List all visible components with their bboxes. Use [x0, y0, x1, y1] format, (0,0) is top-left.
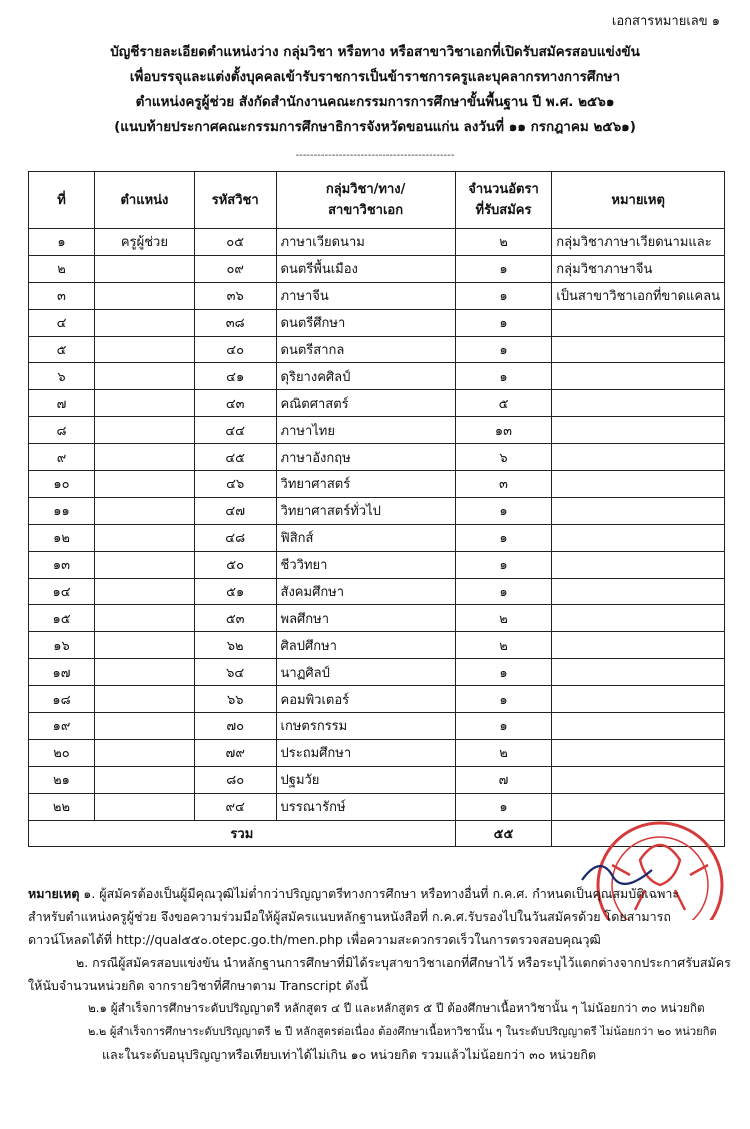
cell-subject: พลศึกษา	[276, 605, 455, 632]
cell-count: ๑	[455, 713, 552, 740]
table-row	[29, 551, 725, 578]
note-1-line-3: ดาวน์โหลดได้ที่ http://qual๕๕๐.otepc.go.th/men.php เพื่อความสะดวกรวดเร็วในการตรวจสอบคุณวุฒิ	[28, 932, 601, 947]
cell-remark	[552, 444, 725, 471]
cell-position	[95, 766, 195, 793]
separator-line: --------------------------------------------	[295, 150, 455, 161]
cell-no: ๒	[29, 255, 95, 282]
col-header-count	[455, 172, 552, 229]
cell-no: ๘	[29, 417, 95, 444]
cell-subject: ภาษาเวียดนาม	[276, 229, 455, 256]
cell-code: ๕๐	[194, 551, 276, 578]
table-row	[29, 578, 725, 605]
cell-code: ๔๔	[194, 417, 276, 444]
cell-count: ๑	[455, 524, 552, 551]
cell-remark: เป็นสาขาวิชาเอกที่ขาดแคลน	[552, 282, 725, 309]
cell-count: ๑	[455, 578, 552, 605]
cell-position	[95, 793, 195, 820]
cell-position	[95, 632, 195, 659]
table-row	[29, 282, 725, 309]
cell-position	[95, 444, 195, 471]
cell-no: ๑	[29, 229, 95, 256]
cell-position	[95, 551, 195, 578]
cell-code: ๗๐	[194, 713, 276, 740]
cell-count: ๑	[455, 363, 552, 390]
cell-code: ๔๘	[194, 524, 276, 551]
cell-code: ๓๘	[194, 309, 276, 336]
cell-code: ๔๗	[194, 497, 276, 524]
note-1-text-a: ๑. ผู้สมัครต้องเป็นผู้มีคุณวุฒิไม่ต่ำกว่าปริญญาตรีทางการศึกษา หรือทางอื่นที่ ก.ค.ศ. กำหนดเป็นคุณสมบัติเฉพาะ	[79, 886, 680, 901]
cell-remark	[552, 471, 725, 498]
cell-remark: กลุ่มวิชาภาษาเวียดนามและ	[552, 229, 725, 256]
cell-remark	[552, 766, 725, 793]
cell-count: ๑	[455, 282, 552, 309]
col-header-count-line1: จำนวนอัตรา	[468, 182, 539, 197]
cell-code: ๖๔	[194, 659, 276, 686]
cell-subject: ชีววิทยา	[276, 551, 455, 578]
cell-code: ๓๖	[194, 282, 276, 309]
cell-position	[95, 417, 195, 444]
cell-code: ๔๕	[194, 444, 276, 471]
cell-no: ๑๒	[29, 524, 95, 551]
col-header-remark: หมายเหตุ	[552, 172, 725, 229]
cell-count: ๓	[455, 471, 552, 498]
cell-count: ๒	[455, 229, 552, 256]
cell-count: ๒	[455, 739, 552, 766]
cell-position	[95, 336, 195, 363]
cell-code: ๔๖	[194, 471, 276, 498]
cell-subject: ดนตรีสากล	[276, 336, 455, 363]
table-row	[29, 524, 725, 551]
document-number: เอกสารหมายเลข ๑	[611, 14, 720, 29]
table-row	[29, 229, 725, 256]
table-row	[29, 739, 725, 766]
col-header-subject	[276, 172, 455, 229]
cell-subject: สังคมศึกษา	[276, 578, 455, 605]
note-2-line-1: ๒. กรณีผู้สมัครสอบแข่งขัน นำหลักฐานการศึกษาที่มิได้ระบุสาขาวิชาเอกที่ศึกษาไว้ หรือระบุไว้แตกต่างจากประกาศรับสมัคร	[76, 955, 731, 970]
cell-position	[95, 739, 195, 766]
cell-position	[95, 605, 195, 632]
notes-section	[28, 882, 733, 1066]
cell-code: ๕๓	[194, 605, 276, 632]
table-row	[29, 363, 725, 390]
header-line-2: เพื่อบรรจุและแต่งตั้งบุคคลเข้ารับราชการเป็นข้าราชการครูและบุคลากรทางการศึกษา	[129, 69, 621, 85]
table-row	[29, 255, 725, 282]
col-header-no: ที่	[29, 172, 95, 229]
cell-no: ๔	[29, 309, 95, 336]
total-remark-cell	[552, 820, 725, 847]
table-row	[29, 766, 725, 793]
cell-count: ๑	[455, 551, 552, 578]
cell-subject: คณิตศาสตร์	[276, 390, 455, 417]
table-row	[29, 793, 725, 820]
cell-position	[95, 390, 195, 417]
cell-code: ๙๔	[194, 793, 276, 820]
cell-code: ๐๙	[194, 255, 276, 282]
col-header-position: ตำแหน่ง	[95, 172, 195, 229]
cell-no: ๑๑	[29, 497, 95, 524]
cell-count: ๗	[455, 766, 552, 793]
table-row	[29, 417, 725, 444]
cell-count: ๑	[455, 793, 552, 820]
cell-subject: ดุริยางคศิลป์	[276, 363, 455, 390]
cell-no: ๒๑	[29, 766, 95, 793]
cell-subject: ดนตรีศึกษา	[276, 309, 455, 336]
cell-no: ๑๐	[29, 471, 95, 498]
table-row	[29, 309, 725, 336]
cell-count: ๑	[455, 497, 552, 524]
cell-remark	[552, 417, 725, 444]
cell-no: ๑๙	[29, 713, 95, 740]
cell-code: ๕๑	[194, 578, 276, 605]
cell-code: ๖๖	[194, 686, 276, 713]
cell-code: ๔๐	[194, 336, 276, 363]
table-row	[29, 471, 725, 498]
cell-code: ๐๕	[194, 229, 276, 256]
cell-subject: ฟิสิกส์	[276, 524, 455, 551]
cell-position	[95, 497, 195, 524]
table-row	[29, 497, 725, 524]
note-1-line-1	[28, 882, 733, 905]
cell-code: ๔๑	[194, 363, 276, 390]
table-total-row	[29, 820, 725, 847]
cell-count: ๑	[455, 686, 552, 713]
cell-subject: ภาษาอังกฤษ	[276, 444, 455, 471]
cell-remark	[552, 363, 725, 390]
cell-no: ๖	[29, 363, 95, 390]
cell-remark	[552, 713, 725, 740]
header-line-4: (แนบท้ายประกาศคณะกรรมการศึกษาธิการจังหวัดขอนแก่น ลงวันที่ ๑๑ กรกฎาคม ๒๕๖๑)	[114, 119, 636, 135]
cell-no: ๗	[29, 390, 95, 417]
table-row	[29, 605, 725, 632]
cell-no: ๑๓	[29, 551, 95, 578]
cell-code: ๔๓	[194, 390, 276, 417]
cell-no: ๑๗	[29, 659, 95, 686]
note-2-2-line-1: ๒.๒ ผู้สำเร็จการศึกษาระดับปริญญาตรี ๒ ปี หลักสูตรต่อเนื่อง ต้องศึกษาเนื้อหาวิชานั้น ๆ ในระดับปริญญาตรี ไม่น้อยกว่า ๒๐ หน่วยกิต	[88, 1025, 717, 1038]
cell-subject: บรรณารักษ์	[276, 793, 455, 820]
cell-position	[95, 713, 195, 740]
cell-position	[95, 363, 195, 390]
cell-remark	[552, 309, 725, 336]
cell-no: ๒๐	[29, 739, 95, 766]
cell-position	[95, 282, 195, 309]
notes-label: หมายเหตุ	[28, 886, 80, 901]
cell-no: ๓	[29, 282, 95, 309]
cell-subject: เกษตรกรรม	[276, 713, 455, 740]
table-row	[29, 336, 725, 363]
cell-count: ๖	[455, 444, 552, 471]
cell-remark	[552, 524, 725, 551]
table-row	[29, 686, 725, 713]
cell-count: ๒	[455, 632, 552, 659]
cell-remark	[552, 336, 725, 363]
cell-remark	[552, 390, 725, 417]
cell-subject: ภาษาจีน	[276, 282, 455, 309]
cell-position: ครูผู้ช่วย	[95, 229, 195, 256]
cell-position	[95, 471, 195, 498]
cell-subject: ปฐมวัย	[276, 766, 455, 793]
cell-remark	[552, 632, 725, 659]
table-row	[29, 632, 725, 659]
cell-position	[95, 524, 195, 551]
cell-count: ๑	[455, 255, 552, 282]
cell-count: ๑	[455, 659, 552, 686]
total-label: รวม	[29, 820, 456, 847]
cell-no: ๑๕	[29, 605, 95, 632]
vacancy-table	[28, 171, 725, 847]
cell-count: ๑	[455, 309, 552, 336]
cell-remark: กลุ่มวิชาภาษาจีน	[552, 255, 725, 282]
table-row	[29, 713, 725, 740]
cell-count: ๑๓	[455, 417, 552, 444]
header-line-3: ตำแหน่งครูผู้ช่วย สังกัดสำนักงานคณะกรรมการการศึกษาขั้นพื้นฐาน ปี พ.ศ. ๒๕๖๑	[135, 94, 615, 110]
cell-position	[95, 578, 195, 605]
note-1-line-2: สำหรับตำแหน่งครูผู้ช่วย จึงขอความร่วมมือให้ผู้สมัครแนบหลักฐานหนังสือที่ ก.ค.ศ.รับรองไปในวันสมัครด้วย โดยสามารถ	[28, 909, 671, 924]
cell-remark	[552, 739, 725, 766]
cell-code: ๗๙	[194, 739, 276, 766]
cell-count: ๕	[455, 390, 552, 417]
cell-remark	[552, 659, 725, 686]
cell-no: ๑๖	[29, 632, 95, 659]
cell-no: ๒๒	[29, 793, 95, 820]
cell-subject: วิทยาศาสตร์	[276, 471, 455, 498]
total-value: ๕๕	[455, 820, 552, 847]
document-header	[0, 40, 750, 140]
cell-subject: ภาษาไทย	[276, 417, 455, 444]
cell-no: ๑๘	[29, 686, 95, 713]
cell-subject: วิทยาศาสตร์ทั่วไป	[276, 497, 455, 524]
cell-subject: ดนตรีพื้นเมือง	[276, 255, 455, 282]
cell-count: ๑	[455, 336, 552, 363]
header-line-1: บัญชีรายละเอียดตำแหน่งว่าง กลุ่มวิชา หรือทาง หรือสาขาวิชาเอกที่เปิดรับสมัครสอบแข่งขัน	[110, 44, 640, 60]
col-header-count-line2: ที่รับสมัคร	[475, 203, 532, 218]
table-row	[29, 444, 725, 471]
note-2-2-line-2: และในระดับอนุปริญญาหรือเทียบเท่าได้ไม่เกิน ๑๐ หน่วยกิต รวมแล้วไม่น้อยกว่า ๓๐ หน่วยกิต	[102, 1047, 597, 1062]
cell-position	[95, 309, 195, 336]
cell-remark	[552, 497, 725, 524]
cell-position	[95, 659, 195, 686]
col-header-subject-line1: กลุ่มวิชา/ทาง/	[325, 182, 406, 197]
note-2-1: ๒.๑ ผู้สำเร็จการศึกษาระดับปริญญาตรี หลักสูตร ๔ ปี และหลักสูตร ๕ ปี ต้องศึกษาเนื้อหาวิชานั้น ๆ ไม่น้อยกว่า ๓๐ หน่วยกิต	[88, 1001, 705, 1015]
cell-remark	[552, 551, 725, 578]
cell-subject: ประถมศึกษา	[276, 739, 455, 766]
table-header-row	[29, 172, 725, 229]
cell-subject: คอมพิวเตอร์	[276, 686, 455, 713]
cell-remark	[552, 578, 725, 605]
table-row	[29, 390, 725, 417]
col-header-subject-line2: สาขาวิชาเอก	[328, 203, 404, 218]
cell-code: ๖๒	[194, 632, 276, 659]
table-row	[29, 659, 725, 686]
cell-no: ๑๔	[29, 578, 95, 605]
cell-remark	[552, 686, 725, 713]
note-2-line-2: ให้นับจำนวนหน่วยกิต จากรายวิชาที่ศึกษาตาม Transcript ดังนี้	[28, 978, 368, 993]
cell-no: ๙	[29, 444, 95, 471]
cell-position	[95, 255, 195, 282]
cell-subject: ศิลปศึกษา	[276, 632, 455, 659]
cell-code: ๘๐	[194, 766, 276, 793]
cell-remark	[552, 605, 725, 632]
cell-count: ๒	[455, 605, 552, 632]
col-header-code: รหัสวิชา	[194, 172, 276, 229]
cell-position	[95, 686, 195, 713]
cell-subject: นาฏศิลป์	[276, 659, 455, 686]
cell-remark	[552, 793, 725, 820]
cell-no: ๕	[29, 336, 95, 363]
